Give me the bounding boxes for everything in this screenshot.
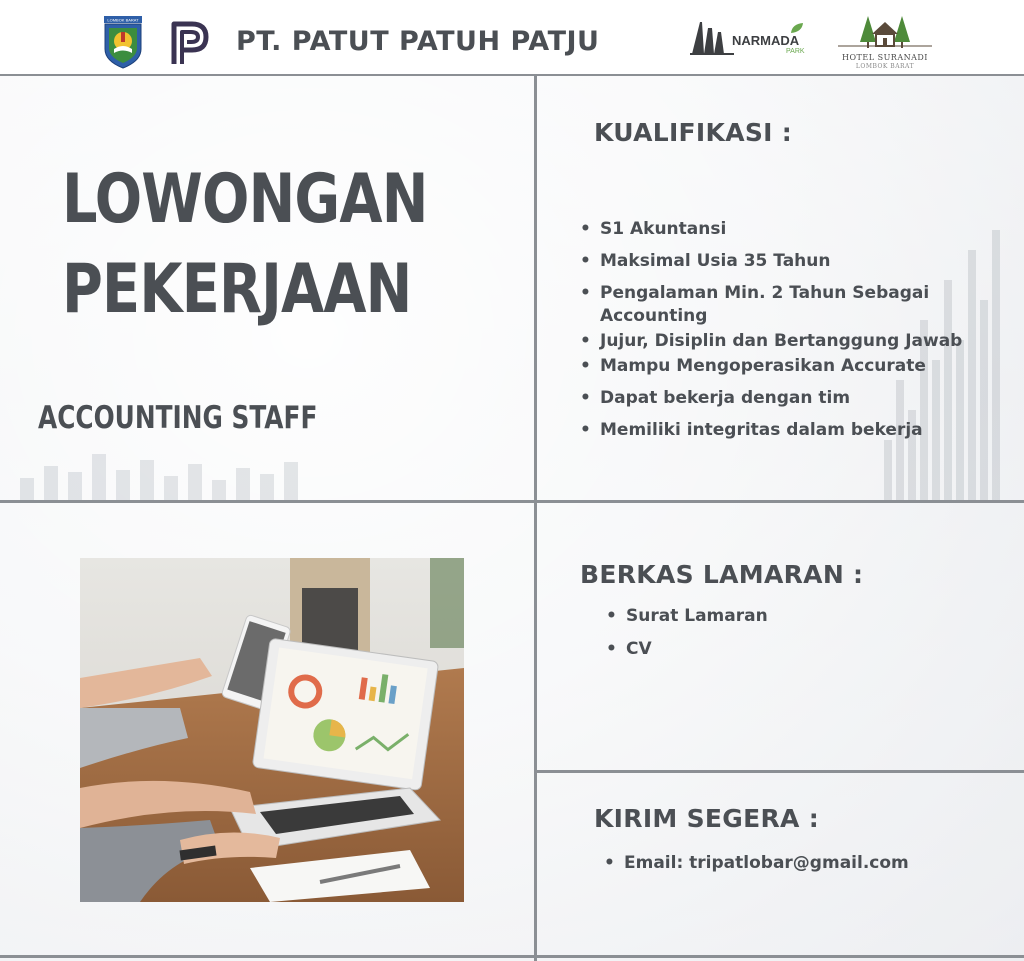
list-item [604, 605, 904, 628]
narmada-label: NARMADA [732, 33, 800, 48]
list-item [602, 852, 1002, 875]
list-item-text: Dapat bekerja dengan tim [600, 388, 851, 408]
bullet-icon: • [580, 283, 591, 303]
list-item [578, 330, 998, 353]
bullet-icon: • [580, 356, 591, 376]
vertical-divider [534, 76, 537, 961]
background-chart-bars [0, 440, 520, 500]
list-item-text: Jujur, Disiplin dan Bertanggung Jawab [600, 331, 963, 351]
job-position: ACCOUNTING STAFF [38, 400, 318, 436]
narmada-park-logo-icon [690, 18, 810, 64]
horizontal-divider-right [537, 770, 1024, 773]
header-bar [0, 0, 1024, 76]
office-laptop-photo [80, 558, 464, 902]
kualifikasi-heading: KUALIFIKASI : [594, 118, 793, 147]
list-item-text: S1 Akuntansi [600, 219, 727, 239]
kirim-list [602, 852, 1002, 875]
poster-title-line2: PEKERJAAN [62, 250, 412, 329]
bullet-icon: • [604, 853, 615, 873]
bullet-icon: • [580, 331, 591, 351]
bullet-icon: • [580, 219, 591, 239]
kualifikasi-list [578, 218, 998, 451]
berkas-list [604, 605, 904, 671]
list-item [578, 218, 998, 241]
list-item-text: Mampu Mengoperasikan Accurate [600, 356, 926, 376]
lobar-logo-label: LOMBOK BARAT [107, 17, 139, 23]
list-item-text: Pengalaman Min. 2 Tahun Sebagai Accounting [600, 283, 930, 326]
berkas-heading: BERKAS LAMARAN : [580, 560, 864, 589]
list-item-text: CV [626, 639, 652, 659]
kirim-heading: KIRIM SEGERA : [594, 804, 819, 833]
bullet-icon: • [606, 639, 617, 659]
hotel-suranadi-logo-icon [830, 12, 940, 70]
list-item [578, 387, 998, 410]
horizontal-divider-bottom [0, 955, 1024, 958]
list-item-text: Memiliki integritas dalam bekerja [600, 420, 923, 440]
list-item [604, 638, 904, 661]
suranadi-sub-label: LOMBOK BARAT [855, 63, 915, 70]
list-item-text: Surat Lamaran [626, 606, 768, 626]
lombok-barat-emblem-icon [102, 15, 144, 69]
horizontal-divider-middle [0, 500, 1024, 503]
poster-title-line1: LOWONGAN [62, 160, 428, 239]
bullet-icon: • [580, 251, 591, 271]
email-text: Email: tripatlobar@gmail.com [624, 853, 909, 873]
list-item-text: Maksimal Usia 35 Tahun [600, 251, 831, 271]
company-name: PT. PATUT PATUH PATJU [236, 26, 600, 57]
narmada-sub-label: PARK [786, 48, 805, 55]
bullet-icon: • [606, 606, 617, 626]
bullet-icon: • [580, 420, 591, 440]
list-item [578, 250, 998, 273]
suranadi-label: HOTEL SURANADI [842, 53, 928, 62]
list-item [578, 355, 998, 378]
list-item [578, 282, 998, 328]
list-item [578, 419, 998, 442]
patut-p-logo-icon [170, 18, 210, 66]
bullet-icon: • [580, 388, 591, 408]
